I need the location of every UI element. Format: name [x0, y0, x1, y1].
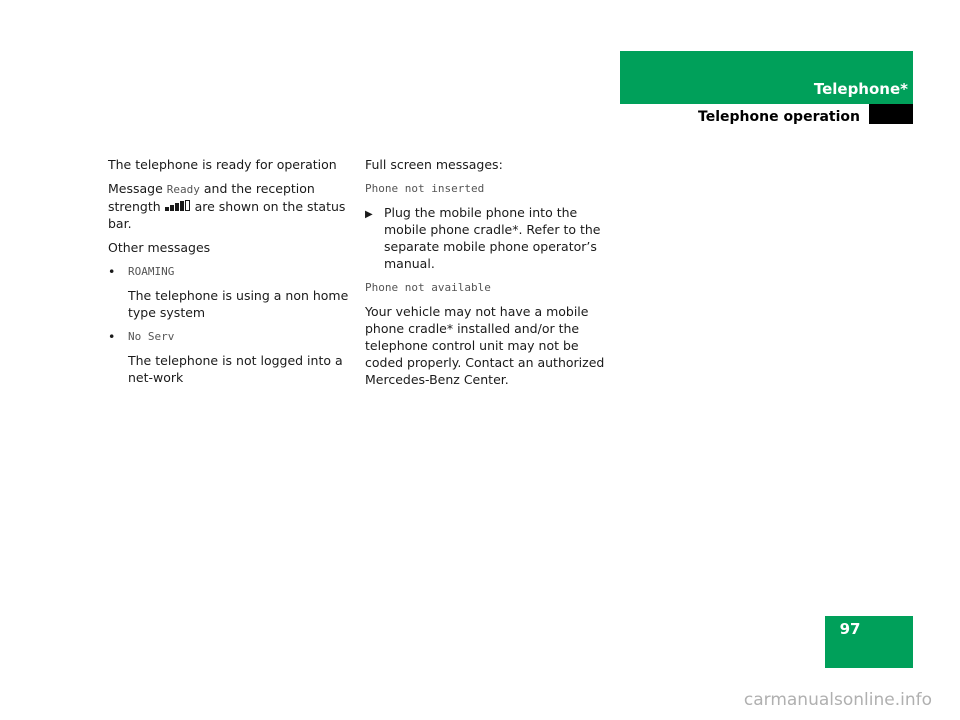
message-code: No Serv	[128, 330, 175, 343]
bullet-icon: •	[108, 264, 116, 279]
arrow-right-icon: ▶	[365, 209, 373, 220]
left-column	[108, 156, 353, 393]
paragraph: Message Ready and the reception strength are shown on the status bar.	[108, 181, 346, 231]
paragraph: Full screen messages:	[365, 157, 503, 172]
list-item	[108, 263, 353, 280]
chapter-title: Telephone*	[813, 80, 908, 98]
paragraph: Your vehicle may not have a mobile phone cradle* installed and/or the telephone control unit may not be coded properly. Contact an authorized Mercedes-Benz Center.	[365, 304, 605, 387]
section-tab	[869, 104, 913, 124]
signal-strength-icon	[165, 200, 191, 211]
message-description: The telephone is using a non home type system	[128, 288, 349, 320]
bullet-icon: •	[108, 329, 116, 344]
right-column	[365, 156, 610, 395]
page-number: 97	[839, 620, 861, 638]
watermark: carmanualsonline.info	[743, 690, 932, 710]
message-description: The telephone is not logged into a net-work	[128, 353, 343, 385]
message-code: Phone not inserted	[365, 182, 485, 195]
status-code: Ready	[166, 183, 200, 196]
instruction-step: ▶ Plug the mobile phone into the mobile phone cradle*. Refer to the separate mobile phone operator’s manual.	[365, 205, 601, 271]
message-code: ROAMING	[128, 265, 175, 278]
paragraph: The telephone is ready for operation	[108, 157, 337, 172]
list-item	[108, 328, 353, 345]
message-code: Phone not available	[365, 281, 491, 294]
section-title: Telephone operation	[698, 109, 860, 125]
paragraph: Other messages	[108, 240, 211, 255]
